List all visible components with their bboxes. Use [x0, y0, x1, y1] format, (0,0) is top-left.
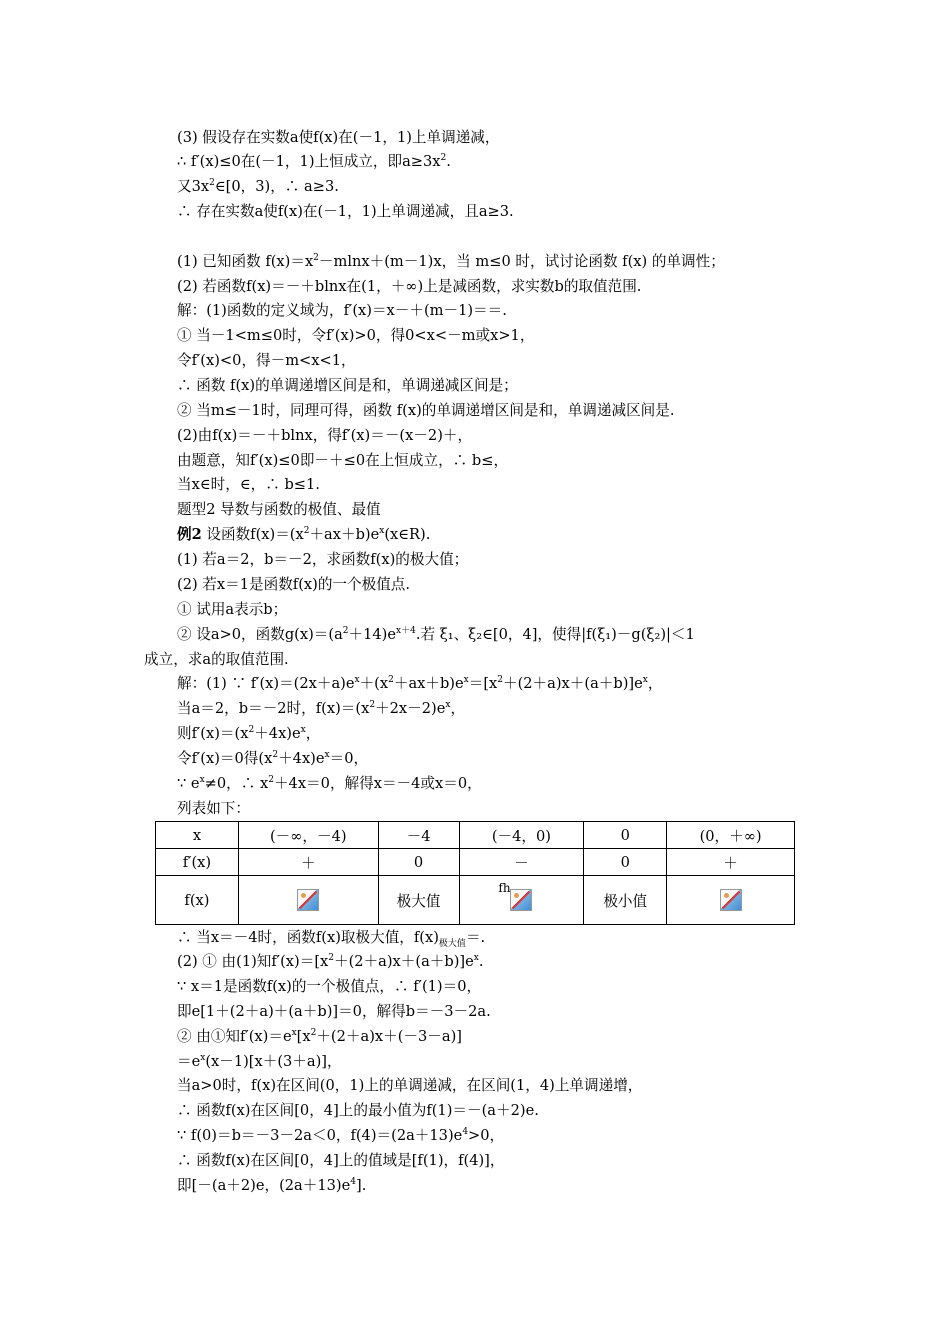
text-line: 即[－(a＋2)e，$(2a+13)e^4$].	[177, 1177, 367, 1194]
table-cell: －	[459, 849, 584, 876]
text-line: 解：(1)函数的定义域为，f′(x)＝x－＋(m－1)＝＝.	[177, 302, 507, 319]
text-line: ∴ 函数f(x)在区间[0，4]上的最小值为f(1)＝－(a＋2)e.	[177, 1102, 539, 1119]
text-line: ② 设a>0，函数$g(x)=(a^2+14)e^{x+4}$.若 ξ₁、ξ₂∈[0，4]，使得|f(ξ₁)－g(ξ₂)|＜1	[177, 626, 695, 643]
table-cell: ＋	[667, 849, 795, 876]
text-line: ① 试用a表示b；	[177, 601, 288, 618]
text-line: 令f′(x)<0，得－m<x<1，	[177, 352, 356, 369]
text-line: ② 当m≤－1时，同理可得，函数 f(x)的单调递增区间是和，单调递减区间是.	[177, 402, 675, 419]
table-cell: 极小值	[584, 876, 667, 925]
table-row	[156, 822, 795, 849]
table-cell	[667, 876, 795, 925]
text-line: 则$f'(x)=(x^2+4x)e^x$，	[177, 725, 321, 742]
sign-table	[155, 821, 795, 925]
table-cell: 极大值	[378, 876, 459, 925]
fh-label: fh	[498, 881, 511, 895]
text-line: ∵ x＝1是函数f(x)的一个极值点，∴ f′(1)＝0，	[177, 978, 482, 995]
text-line: ∵ $e^x\ne 0$，∴ $x^2+4x=0$，解得x＝－4或x＝0，	[177, 775, 482, 792]
table-cell: 0	[584, 822, 667, 849]
text-line: 解：(1) ∵ $f'(x)=(2x+a)e^x+(x^2+ax+b)e^x=[x^2+(2+a)x+(a+b)]e^x$，	[177, 675, 663, 692]
text-line: 又$3x^2\in[0$，3)，∴ a≥3.	[177, 178, 339, 195]
text-line: (2) ① 由(1)知$f'(x)=[x^2+(2+a)x+(a+b)]e^x$.	[177, 953, 484, 970]
table-cell: f′(x)	[156, 849, 239, 876]
text-line: (1) 若a＝2，b＝－2，求函数f(x)的极大值；	[177, 551, 469, 568]
section-heading: 题型2 导数与函数的极值、最值	[177, 501, 381, 518]
broken-image-icon	[720, 889, 742, 911]
table-cell: ＋	[238, 849, 378, 876]
text-line: (2) 若x＝1是函数f(x)的一个极值点.	[177, 576, 411, 593]
broken-image-icon	[297, 889, 319, 911]
text-line: (3) 假设存在实数a使f(x)在(－1，1)上单调递减，	[177, 129, 500, 146]
text-line: ∴ 函数 f(x)的单调递增区间是和，单调递减区间是；	[177, 377, 518, 394]
text-line: ∴ 函数f(x)在区间[0，4]上的值域是[f(1)，f(4)]，	[177, 1152, 505, 1169]
example-heading: 例2 设函数$f(x)=(x^2+ax+b)e^x(x\in R)$.	[177, 526, 431, 543]
text-line: ∴ f′(x)≤0在(－1，1)上恒成立，即$a\ge 3x^2$.	[177, 153, 451, 170]
text-line: ∴ 当x＝－4时，函数f(x)取极大值，$f(x)_{极大值}=$.	[177, 929, 486, 949]
text-line: (2) 若函数f(x)＝－＋blnx在(1，＋∞)上是减函数，求实数b的取值范围.	[177, 278, 642, 295]
table-cell	[238, 876, 378, 925]
text-line: 当a>0时，f(x)在区间(0，1)上的单调递减，在区间(1，4)上单调递增，	[177, 1077, 643, 1094]
text-line: 令f′(x)＝0得$(x^2+4x)e^x=0$，	[177, 750, 369, 767]
text-line: 即e[1＋(2＋a)＋(a＋b)]＝0，解得b＝－3－2a.	[177, 1003, 491, 1020]
table-cell: (－∞，－4)	[238, 822, 378, 849]
text-line: (2)由f(x)＝－＋blnx，得f′(x)＝－(x－2)＋，	[177, 427, 473, 444]
text-line: 当x∈时，∈，∴ b≤1.	[177, 476, 320, 493]
text-line: ∴ 存在实数a使f(x)在(－1，1)上单调递减，且a≥3.	[177, 203, 514, 220]
table-cell: f(x)	[156, 876, 239, 925]
text-line: 成立，求a的取值范围.	[144, 651, 289, 668]
text-line: (1) 已知函数 $f(x)=x^2-mlnx+(m-1)x$，当 m≤0 时，试讨论函数 f(x) 的单调性；	[177, 253, 725, 270]
text-line: 当a＝2，b＝－2时，$f(x)=(x^2+2x-2)e^x$，	[177, 700, 466, 717]
table-cell: 0	[378, 849, 459, 876]
broken-image-icon	[510, 889, 532, 911]
table-cell: (0，＋∞)	[667, 822, 795, 849]
table-cell: x	[156, 822, 239, 849]
table-row	[156, 876, 795, 925]
text-line: ② 由①知$f'(x)=e^x[x^2+(2+a)x+(-3-a)]$	[177, 1028, 462, 1045]
text-line: ① 当－1<m≤0时，令f′(x)>0，得0<x<－m或x>1，	[177, 327, 535, 344]
text-line: ∵ f(0)＝b＝－3－2a＜0，$f(4)=(2a+13)e^4>0$，	[177, 1127, 505, 1144]
table-cell: (－4，0)	[459, 822, 584, 849]
text-line: 列表如下：	[177, 800, 250, 817]
table-row	[156, 849, 795, 876]
text-line: $=e^x(x-1)[x+(3+a)]$，	[177, 1053, 342, 1070]
table-cell	[459, 876, 584, 925]
text-line: 由题意，知f′(x)≤0即－＋≤0在上恒成立，∴ b≤，	[177, 452, 509, 469]
fh-container	[498, 881, 532, 911]
table-cell: －4	[378, 822, 459, 849]
table-cell: 0	[584, 849, 667, 876]
